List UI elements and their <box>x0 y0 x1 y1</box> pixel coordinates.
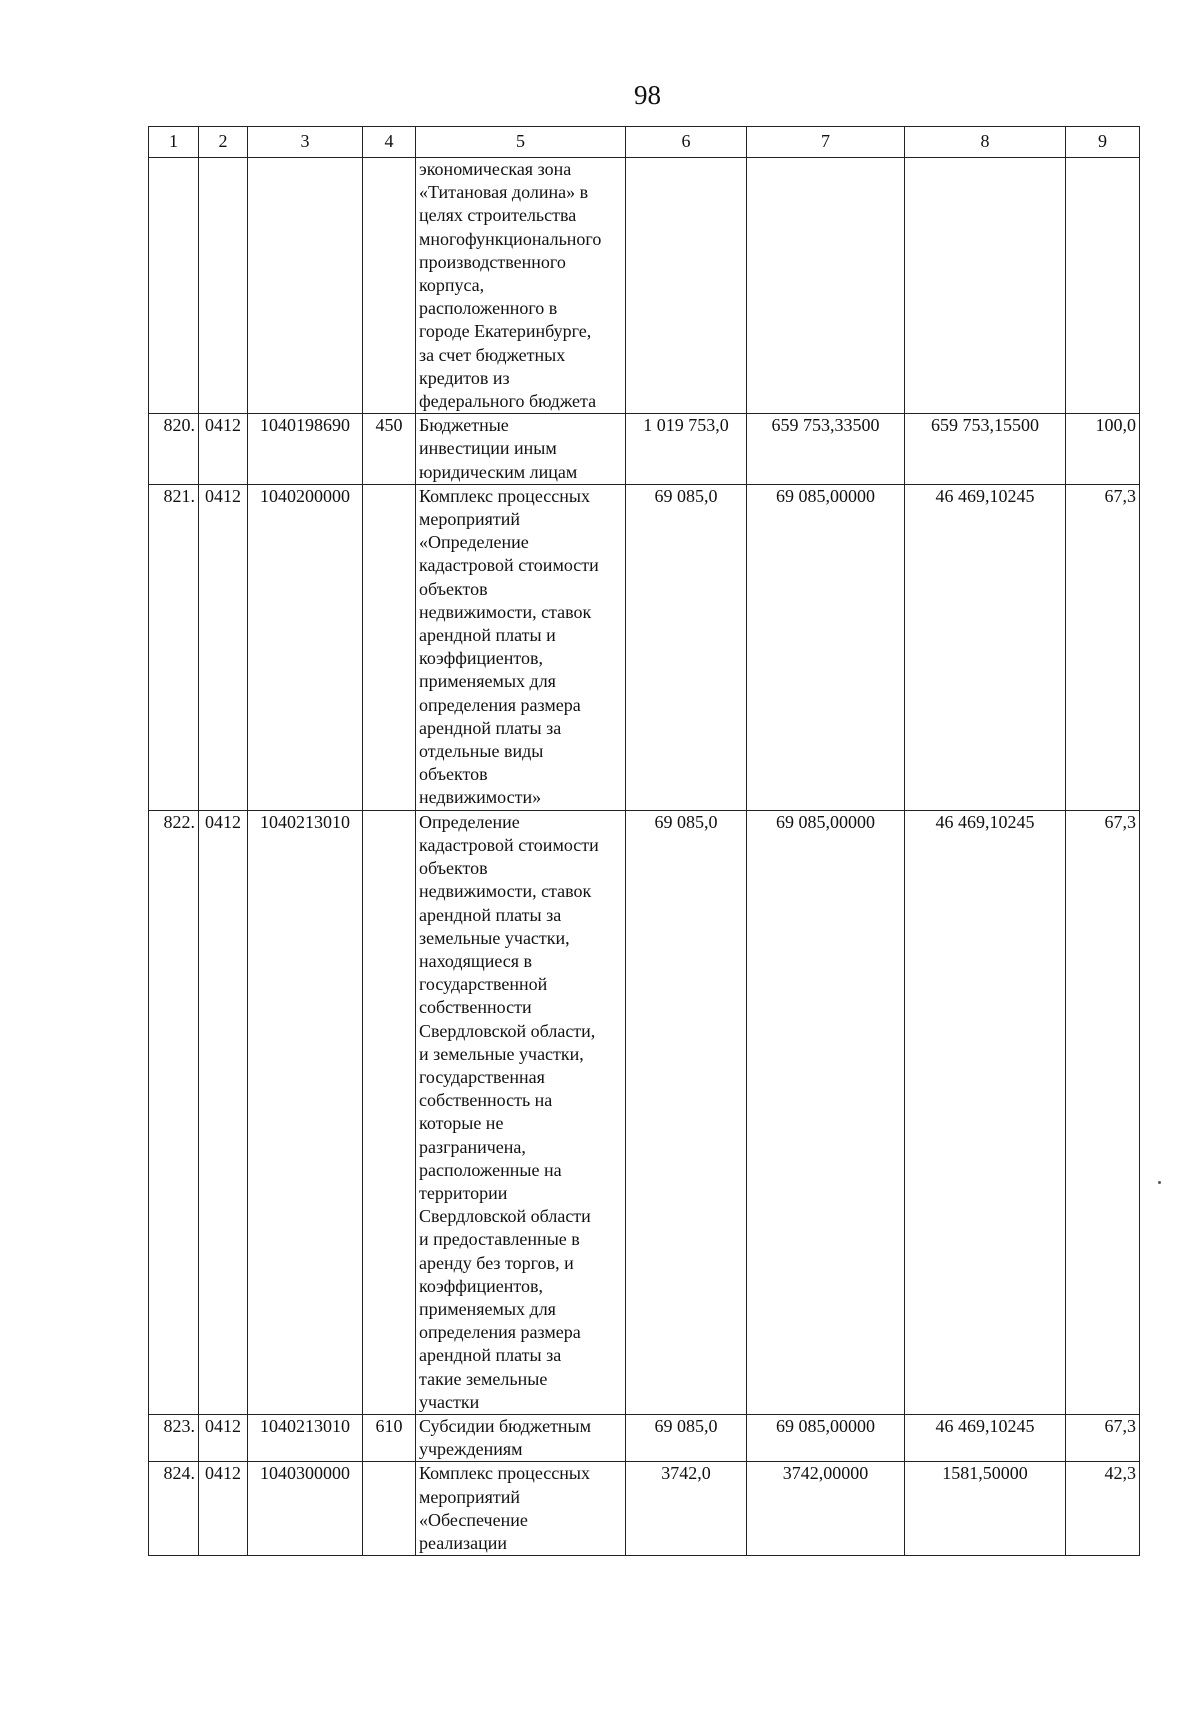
expense-type-cell <box>363 810 416 1414</box>
description-line: Комплекс процессных <box>419 485 590 506</box>
description-line: мероприятий <box>419 1486 521 1507</box>
row-number-cell: 821. <box>149 484 199 810</box>
header-col-8: 8 <box>905 127 1066 158</box>
executed-amount-cell: 1581,50000 <box>905 1462 1066 1556</box>
description-line: арендной платы за <box>419 1345 562 1366</box>
description-line: производственного <box>419 251 566 272</box>
executed-amount-cell: 46 469,10245 <box>905 484 1066 810</box>
description-line: собственность на <box>419 1090 553 1111</box>
description-cell <box>416 1462 626 1556</box>
execution-percent-cell: 100,0 <box>1066 414 1140 485</box>
section-code-cell: 0412 <box>199 810 248 1414</box>
description-line: разграничена, <box>419 1136 526 1157</box>
description-line: федерального бюджета <box>419 391 597 412</box>
description-line: кадастровой стоимости <box>419 555 599 576</box>
description-line: применяемых для <box>419 1298 556 1319</box>
expense-type-cell <box>363 1462 416 1556</box>
target-article-cell: 1040213010 <box>248 810 363 1414</box>
description-line: Свердловской области <box>419 1206 591 1227</box>
table-body <box>149 158 1140 1556</box>
description-line: территории <box>419 1182 508 1203</box>
table-row <box>149 414 1140 485</box>
section-code-cell: 0412 <box>199 1462 248 1556</box>
execution-percent-cell: 67,3 <box>1066 1414 1140 1461</box>
description-line: Субсидии бюджетным <box>419 1415 592 1436</box>
section-code-cell: 0412 <box>199 484 248 810</box>
description-line: корпуса, <box>419 275 485 296</box>
description-cell <box>416 810 626 1414</box>
description-line: находящиеся в <box>419 950 533 971</box>
description-line: недвижимости, ставок <box>419 881 592 902</box>
execution-percent-cell <box>1066 158 1140 414</box>
table-row <box>149 484 1140 810</box>
approved-amount-cell: 69 085,0 <box>626 484 747 810</box>
description-line: экономическая зона <box>419 159 572 179</box>
description-line: учреждениям <box>419 1439 523 1460</box>
description-line: арендной платы за <box>419 904 562 925</box>
description-line: «Определение <box>419 532 529 553</box>
section-code-cell <box>199 158 248 414</box>
header-col-2: 2 <box>199 127 248 158</box>
description-line: государственной <box>419 974 548 995</box>
header-col-7: 7 <box>747 127 905 158</box>
description-line: такие земельные <box>419 1368 548 1389</box>
description-line: Свердловской области, <box>419 1020 596 1041</box>
description-line: мероприятий <box>419 509 521 530</box>
description-line: объектов <box>419 858 488 879</box>
approved-amount-cell <box>626 158 747 414</box>
description-line: реализации <box>419 1532 507 1553</box>
expense-type-cell <box>363 484 416 810</box>
row-number-cell: 823. <box>149 1414 199 1461</box>
description-line: расположенного в <box>419 298 558 319</box>
description-line: и земельные участки, <box>419 1043 584 1064</box>
description-line: кредитов из <box>419 367 510 388</box>
description-line: которые не <box>419 1113 504 1134</box>
description-line: кадастровой стоимости <box>419 834 599 855</box>
description-line: Комплекс процессных <box>419 1463 590 1484</box>
description-line: Бюджетные <box>419 415 509 436</box>
section-code-cell: 0412 <box>199 414 248 485</box>
header-col-9: 9 <box>1066 127 1140 158</box>
executed-amount-cell: 659 753,15500 <box>905 414 1066 485</box>
description-line: отдельные виды <box>419 741 544 762</box>
executed-amount-cell: 46 469,10245 <box>905 1414 1066 1461</box>
table-row <box>149 1462 1140 1556</box>
table-row <box>149 1414 1140 1461</box>
header-col-6: 6 <box>626 127 747 158</box>
plan-amount-cell: 69 085,00000 <box>747 1414 905 1461</box>
scan-speck <box>1158 1181 1161 1184</box>
plan-amount-cell: 69 085,00000 <box>747 484 905 810</box>
description-line: многофункционального <box>419 228 602 249</box>
header-row <box>149 127 1140 158</box>
row-number-cell <box>149 158 199 414</box>
budget-table <box>148 126 1140 1556</box>
expense-type-cell: 450 <box>363 414 416 485</box>
description-line: определения размера <box>419 1322 581 1343</box>
approved-amount-cell: 3742,0 <box>626 1462 747 1556</box>
approved-amount-cell: 69 085,0 <box>626 810 747 1414</box>
plan-amount-cell: 659 753,33500 <box>747 414 905 485</box>
row-number-cell: 820. <box>149 414 199 485</box>
description-line: участки <box>419 1391 480 1412</box>
page-number: 98 <box>634 80 661 110</box>
description-line: земельные участки, <box>419 927 570 948</box>
description-line: арендной платы за <box>419 717 562 738</box>
execution-percent-cell: 67,3 <box>1066 810 1140 1414</box>
approved-amount-cell: 1 019 753,0 <box>626 414 747 485</box>
plan-amount-cell <box>747 158 905 414</box>
description-cell <box>416 414 626 485</box>
executed-amount-cell: 46 469,10245 <box>905 810 1066 1414</box>
expense-type-cell <box>363 158 416 414</box>
description-line: коэффициентов, <box>419 648 544 669</box>
description-cell <box>416 484 626 810</box>
description-line: городе Екатеринбурге, <box>419 321 592 342</box>
description-line: арендной платы и <box>419 625 556 646</box>
description-line: собственности <box>419 997 532 1018</box>
description-cell <box>416 1414 626 1461</box>
description-line: объектов <box>419 578 488 599</box>
description-line: инвестиции иным <box>419 438 557 459</box>
description-line: аренду без торгов, и <box>419 1252 574 1273</box>
plan-amount-cell: 69 085,00000 <box>747 810 905 1414</box>
description-line: «Титановая долина» в <box>419 182 589 203</box>
row-number-cell: 824. <box>149 1462 199 1556</box>
target-article-cell: 1040213010 <box>248 1414 363 1461</box>
target-article-cell <box>248 158 363 414</box>
description-line: недвижимости, ставок <box>419 601 592 622</box>
description-line: и предоставленные в <box>419 1229 580 1250</box>
executed-amount-cell <box>905 158 1066 414</box>
description-line: объектов <box>419 764 488 785</box>
plan-amount-cell: 3742,00000 <box>747 1462 905 1556</box>
execution-percent-cell: 67,3 <box>1066 484 1140 810</box>
description-line: «Обеспечение <box>419 1509 528 1530</box>
header-col-5: 5 <box>416 127 626 158</box>
expense-type-cell: 610 <box>363 1414 416 1461</box>
execution-percent-cell: 42,3 <box>1066 1462 1140 1556</box>
description-line: Определение <box>419 811 520 832</box>
table-row <box>149 810 1140 1414</box>
header-col-4: 4 <box>363 127 416 158</box>
description-line: коэффициентов, <box>419 1275 544 1296</box>
description-line: государственная <box>419 1066 545 1087</box>
approved-amount-cell: 69 085,0 <box>626 1414 747 1461</box>
description-line: применяемых для <box>419 671 556 692</box>
target-article-cell: 1040198690 <box>248 414 363 485</box>
description-cell <box>416 158 626 414</box>
description-line: юридическим лицам <box>419 461 578 482</box>
target-article-cell: 1040300000 <box>248 1462 363 1556</box>
table-row <box>149 158 1140 414</box>
description-line: за счет бюджетных <box>419 344 566 365</box>
header-col-1: 1 <box>149 127 199 158</box>
description-line: определения размера <box>419 694 581 715</box>
description-line: расположенные на <box>419 1159 562 1180</box>
row-number-cell: 822. <box>149 810 199 1414</box>
description-line: целях строительства <box>419 205 577 226</box>
description-line: недвижимости» <box>419 787 542 808</box>
target-article-cell: 1040200000 <box>248 484 363 810</box>
header-col-3: 3 <box>248 127 363 158</box>
section-code-cell: 0412 <box>199 1414 248 1461</box>
